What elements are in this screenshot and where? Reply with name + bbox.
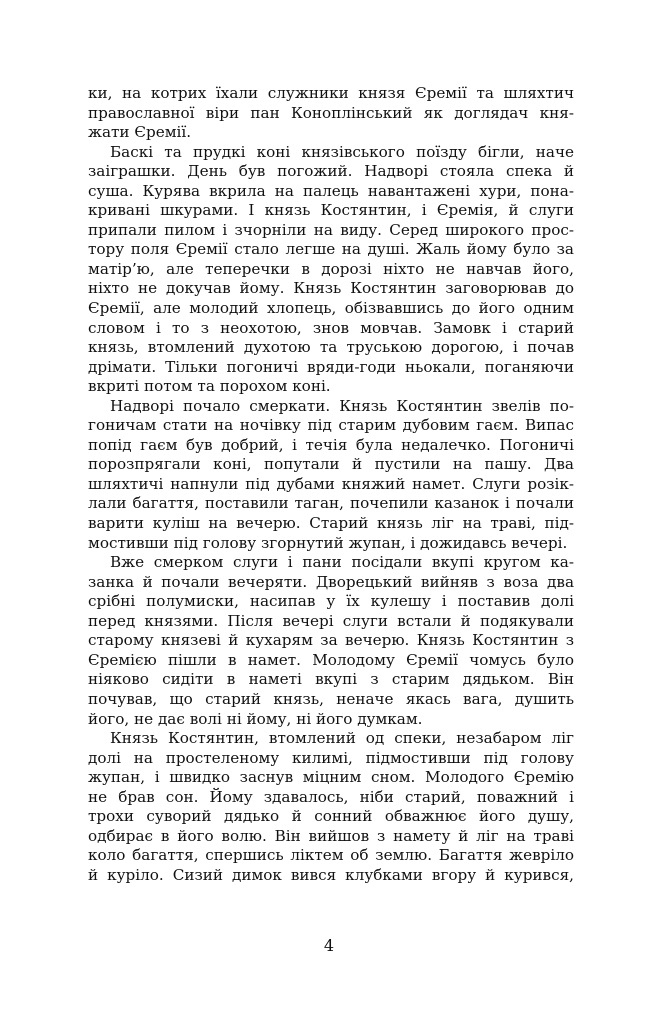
text-line: словом і то з неохотою, знов мовчав. Замовк і старий [88,318,574,337]
text-line: Єремією пішли в намет. Молодому Єремії чомусь було [88,650,574,669]
text-line: Баскі та прудкі коні князівського поїзду бігли, наче [110,142,574,161]
text-line: князь, втомлений духотою та труською дорогою, і почав [88,338,574,357]
text-line: заіграшки. День був погожий. Надворі стояла спека й [88,162,574,181]
text-line: його, не дає волі ні йому, ні його думкам. [88,709,423,728]
page-number: 4 [323,936,335,955]
text-line: кривані шкурами. І князь Костянтин, і Єремія, й слуги [88,201,574,220]
text-line: долі на простеленому килимі, підмостивши під голову [88,748,574,767]
text-line: православної віри пан Коноплінський як доглядач кня- [88,103,574,122]
paragraph [88,553,574,729]
text-line: трохи суворий дядько й сонний обважнює його душу, [88,807,574,826]
text-line: жупан, і швидко заснув міцним сном. Молодого Єремію [88,768,574,787]
text-line: шляхтичі напнули під дубами княжий намет. Слуги розік- [88,474,574,493]
text-line: вкриті потом та порохом коні. [88,377,331,396]
text-line: почував, що старий князь, неначе якась вага, душить [88,689,574,708]
text-line: порозпрягали коні, попутали й пустили на пашу. Два [88,455,574,474]
text-line: тору поля Єремії стало легше на душі. Жаль йому було за [88,240,574,259]
text-line: Князь Костянтин, втомлений од спеки, незабаром ліг [110,729,574,748]
text-line: не брав сон. Йому здавалось, ніби старий, поважний і [88,787,574,806]
paragraph [88,397,574,553]
text-line: мостивши під голову згорнутий жупан, і дожидавсь вечері. [88,533,568,552]
paragraph [88,143,574,397]
text-line: Єремії, але молодий хлопець, обізвавшись до його одним [88,299,574,318]
text-line: матір’ю, але теперечки в дорозі ніхто не навчав його, [88,259,574,278]
text-line: й куріло. Сизий димок вився клубками вгору й курився, [88,865,574,884]
text-line: ніяково сидіти в наметі вкупі з старим дядьком. Він [88,670,574,689]
text-line: лали багаття, поставили таган, почепили казанок і почали [88,494,574,513]
text-line: попід гаєм був добрий, і течія була недалечко. Погоничі [88,435,574,454]
text-line: ніхто не докучав йому. Князь Костянтин заговорював до [88,279,574,298]
page-body-text [88,84,574,885]
text-line: ки, на котрих їхали служники князя Єремії та шляхтич [88,84,574,102]
text-line: срібні полумиски, насипав у їх кулешу і поставив долі [88,592,574,611]
text-line: суша. Курява вкрила на палець навантажені хури, пона- [88,181,574,200]
text-line: перед князями. Після вечері слуги встали й подякували [88,611,574,630]
text-line: варити куліш на вечерю. Старий князь ліг на траві, під- [88,514,574,533]
text-line: одбирає в його волю. Він вийшов з намету й ліг на траві [88,826,574,845]
text-line: дрімати. Тільки погоничі вряди-годи ньокали, поганяючи [88,357,574,376]
text-line: Надворі почало смеркати. Князь Костянтин звелів по- [110,396,574,415]
text-line: коло багаття, спершись ліктем об землю. Багаття жевріло [88,846,574,865]
paragraph [88,84,574,143]
text-line: Вже смерком слуги і пани посідали вкупі кругом ка- [110,553,574,572]
text-line: припали пилом і зчорніли на виду. Серед широкого прос- [88,220,574,239]
paragraph [88,729,574,885]
text-line: старому князеві й кухарям за вечерю. Князь Костянтин з [88,631,574,650]
text-line: занка й почали вечеряти. Дворецький вийняв з воза два [88,572,574,591]
text-line: жати Єремії. [88,123,192,142]
text-line: гоничам стати на ночівку під старим дубовим гаєм. Випас [88,416,574,435]
